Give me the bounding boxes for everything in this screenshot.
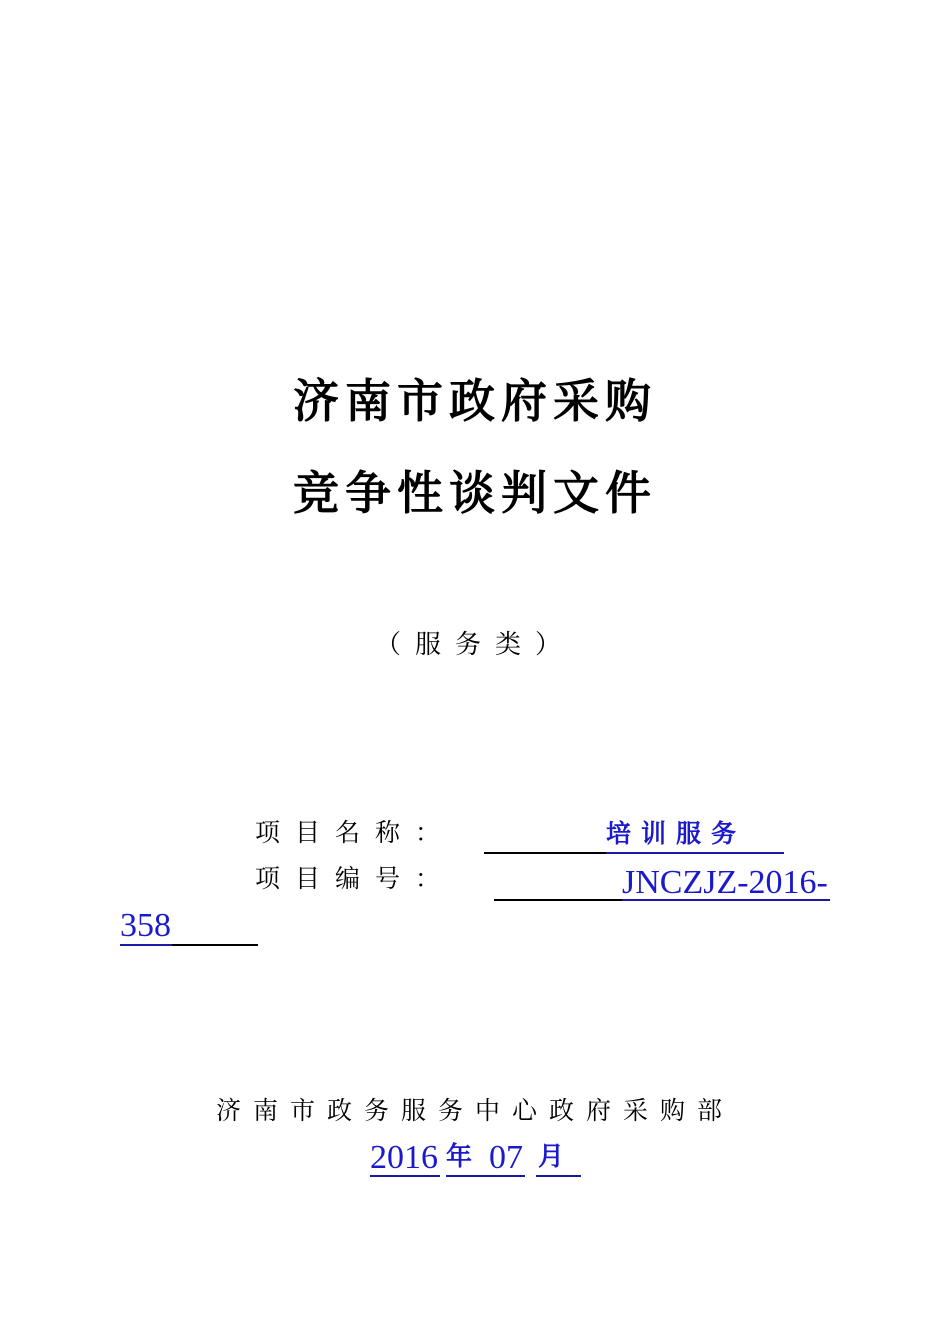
date-year: 2016: [370, 1139, 438, 1176]
document-title-line1: 济南市政府采购: [293, 374, 657, 428]
document-title-line2: 竞争性谈判文件: [293, 466, 657, 520]
date-month-unit: 月: [538, 1142, 565, 1172]
project-code-label: 项目编号：: [255, 864, 456, 893]
date-year-unit: 年: [446, 1142, 473, 1172]
date-month: 07: [489, 1139, 523, 1176]
project-name-value-underline: [606, 852, 784, 854]
project-code-value2-underline: [120, 944, 172, 946]
document-category: （服务类）: [374, 630, 575, 660]
project-code-blank-line: [494, 899, 622, 901]
project-name-value: 培训服务: [606, 819, 747, 848]
date-month-underline: [446, 1175, 525, 1177]
project-name-label: 项目名称：: [255, 818, 456, 847]
project-code-value-part1: JNCZJZ-2016-: [622, 864, 828, 901]
date-month-unit-underline: [536, 1175, 581, 1177]
project-name-blank-line: [484, 852, 606, 854]
date-year-underline: [370, 1175, 440, 1177]
project-code-trailing-line: [172, 944, 258, 946]
issuing-agency: 济南市政务服务中心政府采购部: [215, 1096, 734, 1125]
project-code-value-part2: 358: [120, 907, 171, 944]
